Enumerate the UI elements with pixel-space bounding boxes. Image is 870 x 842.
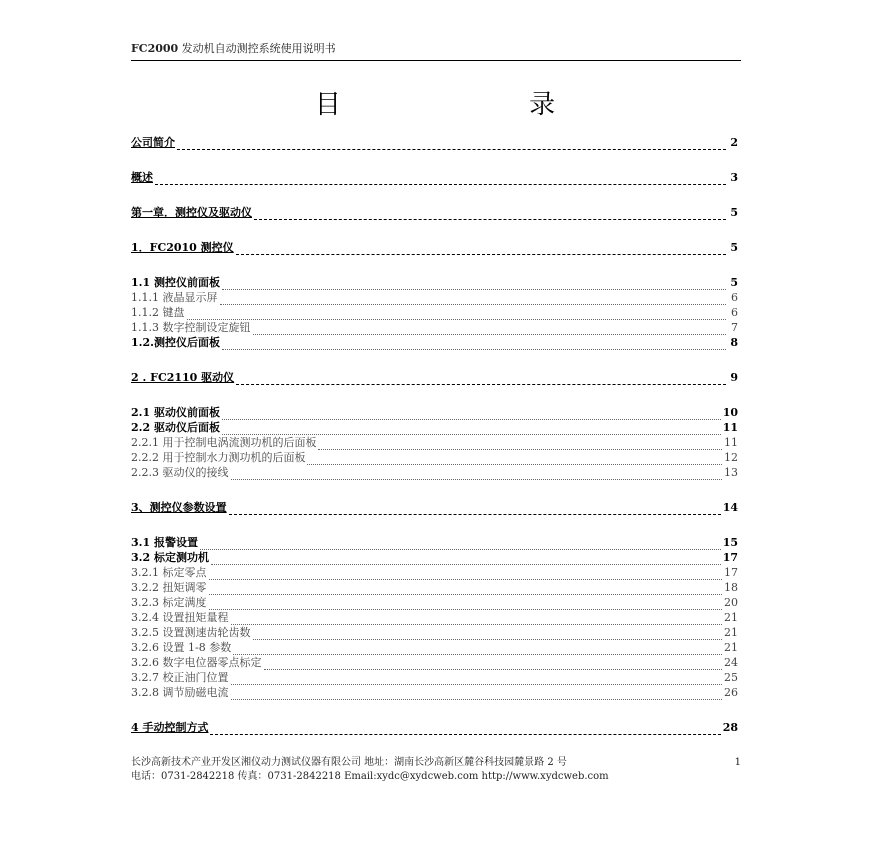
toc-entry-page: 25 <box>724 671 738 684</box>
toc-leader-dots <box>155 174 726 185</box>
toc-entry-label: 3.2.2 扭矩调零 <box>131 581 207 594</box>
toc-entry[interactable] <box>131 170 738 185</box>
toc-leader-dots <box>233 644 722 655</box>
toc-entry[interactable] <box>131 720 738 735</box>
toc-entry[interactable] <box>131 205 738 220</box>
header-title-rest: 发动机自动测控系统使用说明书 <box>178 42 336 55</box>
toc-entry[interactable] <box>131 305 738 320</box>
toc-entry-label: 3.2.6 数字电位器零点标定 <box>131 656 262 669</box>
toc-entry-page: 6 <box>731 306 738 319</box>
toc-entry[interactable] <box>131 500 738 515</box>
toc-leader-dots <box>236 374 726 385</box>
toc-entry-page: 13 <box>724 466 738 479</box>
toc-entry-label: 2.2.1 用于控制电涡流测功机的后面板 <box>131 436 317 449</box>
toc-entry[interactable] <box>131 135 738 150</box>
toc-entry-label: 1.1.2 键盘 <box>131 306 185 319</box>
toc-entry-label: 1．FC2010 测控仪 <box>131 241 234 254</box>
toc-entry-page: 5 <box>730 241 738 254</box>
toc-entry-page: 10 <box>722 406 738 419</box>
toc-leader-dots <box>177 139 726 150</box>
toc-leader-dots <box>200 539 721 550</box>
toc-entry-page: 21 <box>724 626 738 639</box>
toc-entry-page: 21 <box>724 641 738 654</box>
toc-entry-label: 4 手动控制方式 <box>131 721 209 734</box>
toc-leader-dots <box>253 324 727 335</box>
toc-entry-label: 3.2.5 设置测速齿轮齿数 <box>131 626 251 639</box>
toc-leader-dots <box>264 659 723 670</box>
toc-entry-label: 3.1 报警设置 <box>131 536 198 549</box>
page-header <box>131 40 741 61</box>
footer-address: 长沙高新技术产业开发区湘仪动力测试仪器有限公司 地址：湖南长沙高新区麓谷科技园麓景路 2 号 <box>131 757 567 768</box>
toc-leader-dots <box>210 724 720 735</box>
toc-entry-page: 12 <box>724 451 738 464</box>
toc-entry-label: 公司简介 <box>131 136 175 149</box>
toc-entry[interactable] <box>131 290 738 305</box>
toc-entry-label: 1.1 测控仪前面板 <box>131 276 220 289</box>
toc-entry[interactable] <box>131 550 738 565</box>
toc-entry[interactable] <box>131 670 738 685</box>
toc-entry-label: 3.2.3 标定满度 <box>131 596 207 609</box>
toc-entry[interactable] <box>131 320 738 335</box>
toc-entry-label: 1.1.1 液晶显示屏 <box>131 291 218 304</box>
toc-leader-dots <box>209 569 723 580</box>
toc-entry-page: 2 <box>730 136 738 149</box>
toc-entry[interactable] <box>131 625 738 640</box>
toc-entry[interactable] <box>131 640 738 655</box>
toc-leader-dots <box>236 244 726 255</box>
toc-entry-page: 8 <box>730 336 738 349</box>
toc-entry-label: 3.2.1 标定零点 <box>131 566 207 579</box>
toc-leader-dots <box>187 309 727 320</box>
toc-leader-dots <box>222 424 721 435</box>
toc-entry[interactable] <box>131 685 738 700</box>
toc-entry-label: 概述 <box>131 171 153 184</box>
toc-entry-label: 2 . FC2110 驱动仪 <box>131 371 235 384</box>
toc-entry-page: 11 <box>724 436 738 449</box>
toc-entry-page: 20 <box>724 596 738 609</box>
toc-entry[interactable] <box>131 240 738 255</box>
toc-entry[interactable] <box>131 655 738 670</box>
toc-entry-page: 26 <box>724 686 738 699</box>
toc-entry-label: 2.2.3 驱动仪的接线 <box>131 466 229 479</box>
toc-entry[interactable] <box>131 370 738 385</box>
toc-leader-dots <box>222 279 726 290</box>
footer-contact: 电话：0731-2842218 传真：0731-2842218 Email:xydc@xydcweb.com http://www.xydcweb.com <box>131 771 609 782</box>
toc-entry-page: 6 <box>731 291 738 304</box>
toc-entry[interactable] <box>131 610 738 625</box>
toc-entry-page: 18 <box>724 581 738 594</box>
toc-entry-label: 2.1 驱动仪前面板 <box>131 406 220 419</box>
toc-entry-page: 3 <box>730 171 738 184</box>
toc-entry-page: 15 <box>722 536 738 549</box>
toc-leader-dots <box>231 674 723 685</box>
toc-entry-page: 11 <box>722 421 738 434</box>
toc-entry[interactable] <box>131 535 738 550</box>
toc-leader-dots <box>222 409 721 420</box>
toc-entry-label: 3.2.4 设置扭矩量程 <box>131 611 229 624</box>
toc-entry[interactable] <box>131 420 738 435</box>
toc-leader-dots <box>222 339 726 350</box>
toc-entry-label: 3.2.7 校正油门位置 <box>131 671 229 684</box>
toc-entry-page: 17 <box>722 551 738 564</box>
toc-entry[interactable] <box>131 595 738 610</box>
toc-leader-dots <box>231 469 723 480</box>
toc-leader-dots <box>231 614 723 625</box>
toc-leader-dots <box>307 454 722 465</box>
toc-leader-dots <box>253 629 723 640</box>
toc-entry-label: 2.2 驱动仪后面板 <box>131 421 220 434</box>
page-footer <box>131 756 741 784</box>
toc-leader-dots <box>220 294 727 305</box>
toc-entry[interactable] <box>131 275 738 290</box>
toc-entry-label: 第一章．测控仪及驱动仪 <box>131 206 252 219</box>
toc-leader-dots <box>229 504 721 515</box>
toc-entry-page: 9 <box>730 371 738 384</box>
toc-entry-page: 5 <box>730 276 738 289</box>
toc-entry[interactable] <box>131 465 738 480</box>
toc-entry-label: 3.2.6 设置 1-8 参数 <box>131 641 232 654</box>
toc-entry-label: 3.2.8 调节励磁电流 <box>131 686 229 699</box>
toc-entry-page: 17 <box>724 566 738 579</box>
toc-entry-page: 7 <box>731 321 738 334</box>
toc-entry-label: 1.1.3 数字控制设定旋钮 <box>131 321 251 334</box>
header-title-bold: FC2000 <box>131 42 179 55</box>
toc-entry-page: 24 <box>724 656 738 669</box>
page-title: 目 录 <box>314 90 646 120</box>
toc-entry-page: 21 <box>724 611 738 624</box>
toc-entry[interactable] <box>131 435 738 450</box>
toc-entry[interactable] <box>131 405 738 420</box>
toc-leader-dots <box>318 439 722 450</box>
toc-entry-page: 5 <box>730 206 738 219</box>
toc-entry-label: 3.2 标定测功机 <box>131 551 209 564</box>
toc-leader-dots <box>211 554 721 565</box>
toc-entry-label: 1.2.测控仪后面板 <box>131 336 220 349</box>
toc-leader-dots <box>231 689 723 700</box>
toc-entry[interactable] <box>131 450 738 465</box>
toc-entry[interactable] <box>131 335 738 350</box>
toc-entry[interactable] <box>131 565 738 580</box>
toc-leader-dots <box>209 599 723 610</box>
toc-leader-dots <box>254 209 726 220</box>
toc-entry-page: 14 <box>722 501 738 514</box>
toc-leader-dots <box>209 584 723 595</box>
table-of-contents <box>131 135 738 735</box>
toc-entry-label: 3、测控仪参数设置 <box>131 501 227 514</box>
toc-entry-page: 28 <box>722 721 738 734</box>
toc-entry[interactable] <box>131 580 738 595</box>
page-number: 1 <box>734 757 741 768</box>
toc-entry-label: 2.2.2 用于控制水力测功机的后面板 <box>131 451 306 464</box>
